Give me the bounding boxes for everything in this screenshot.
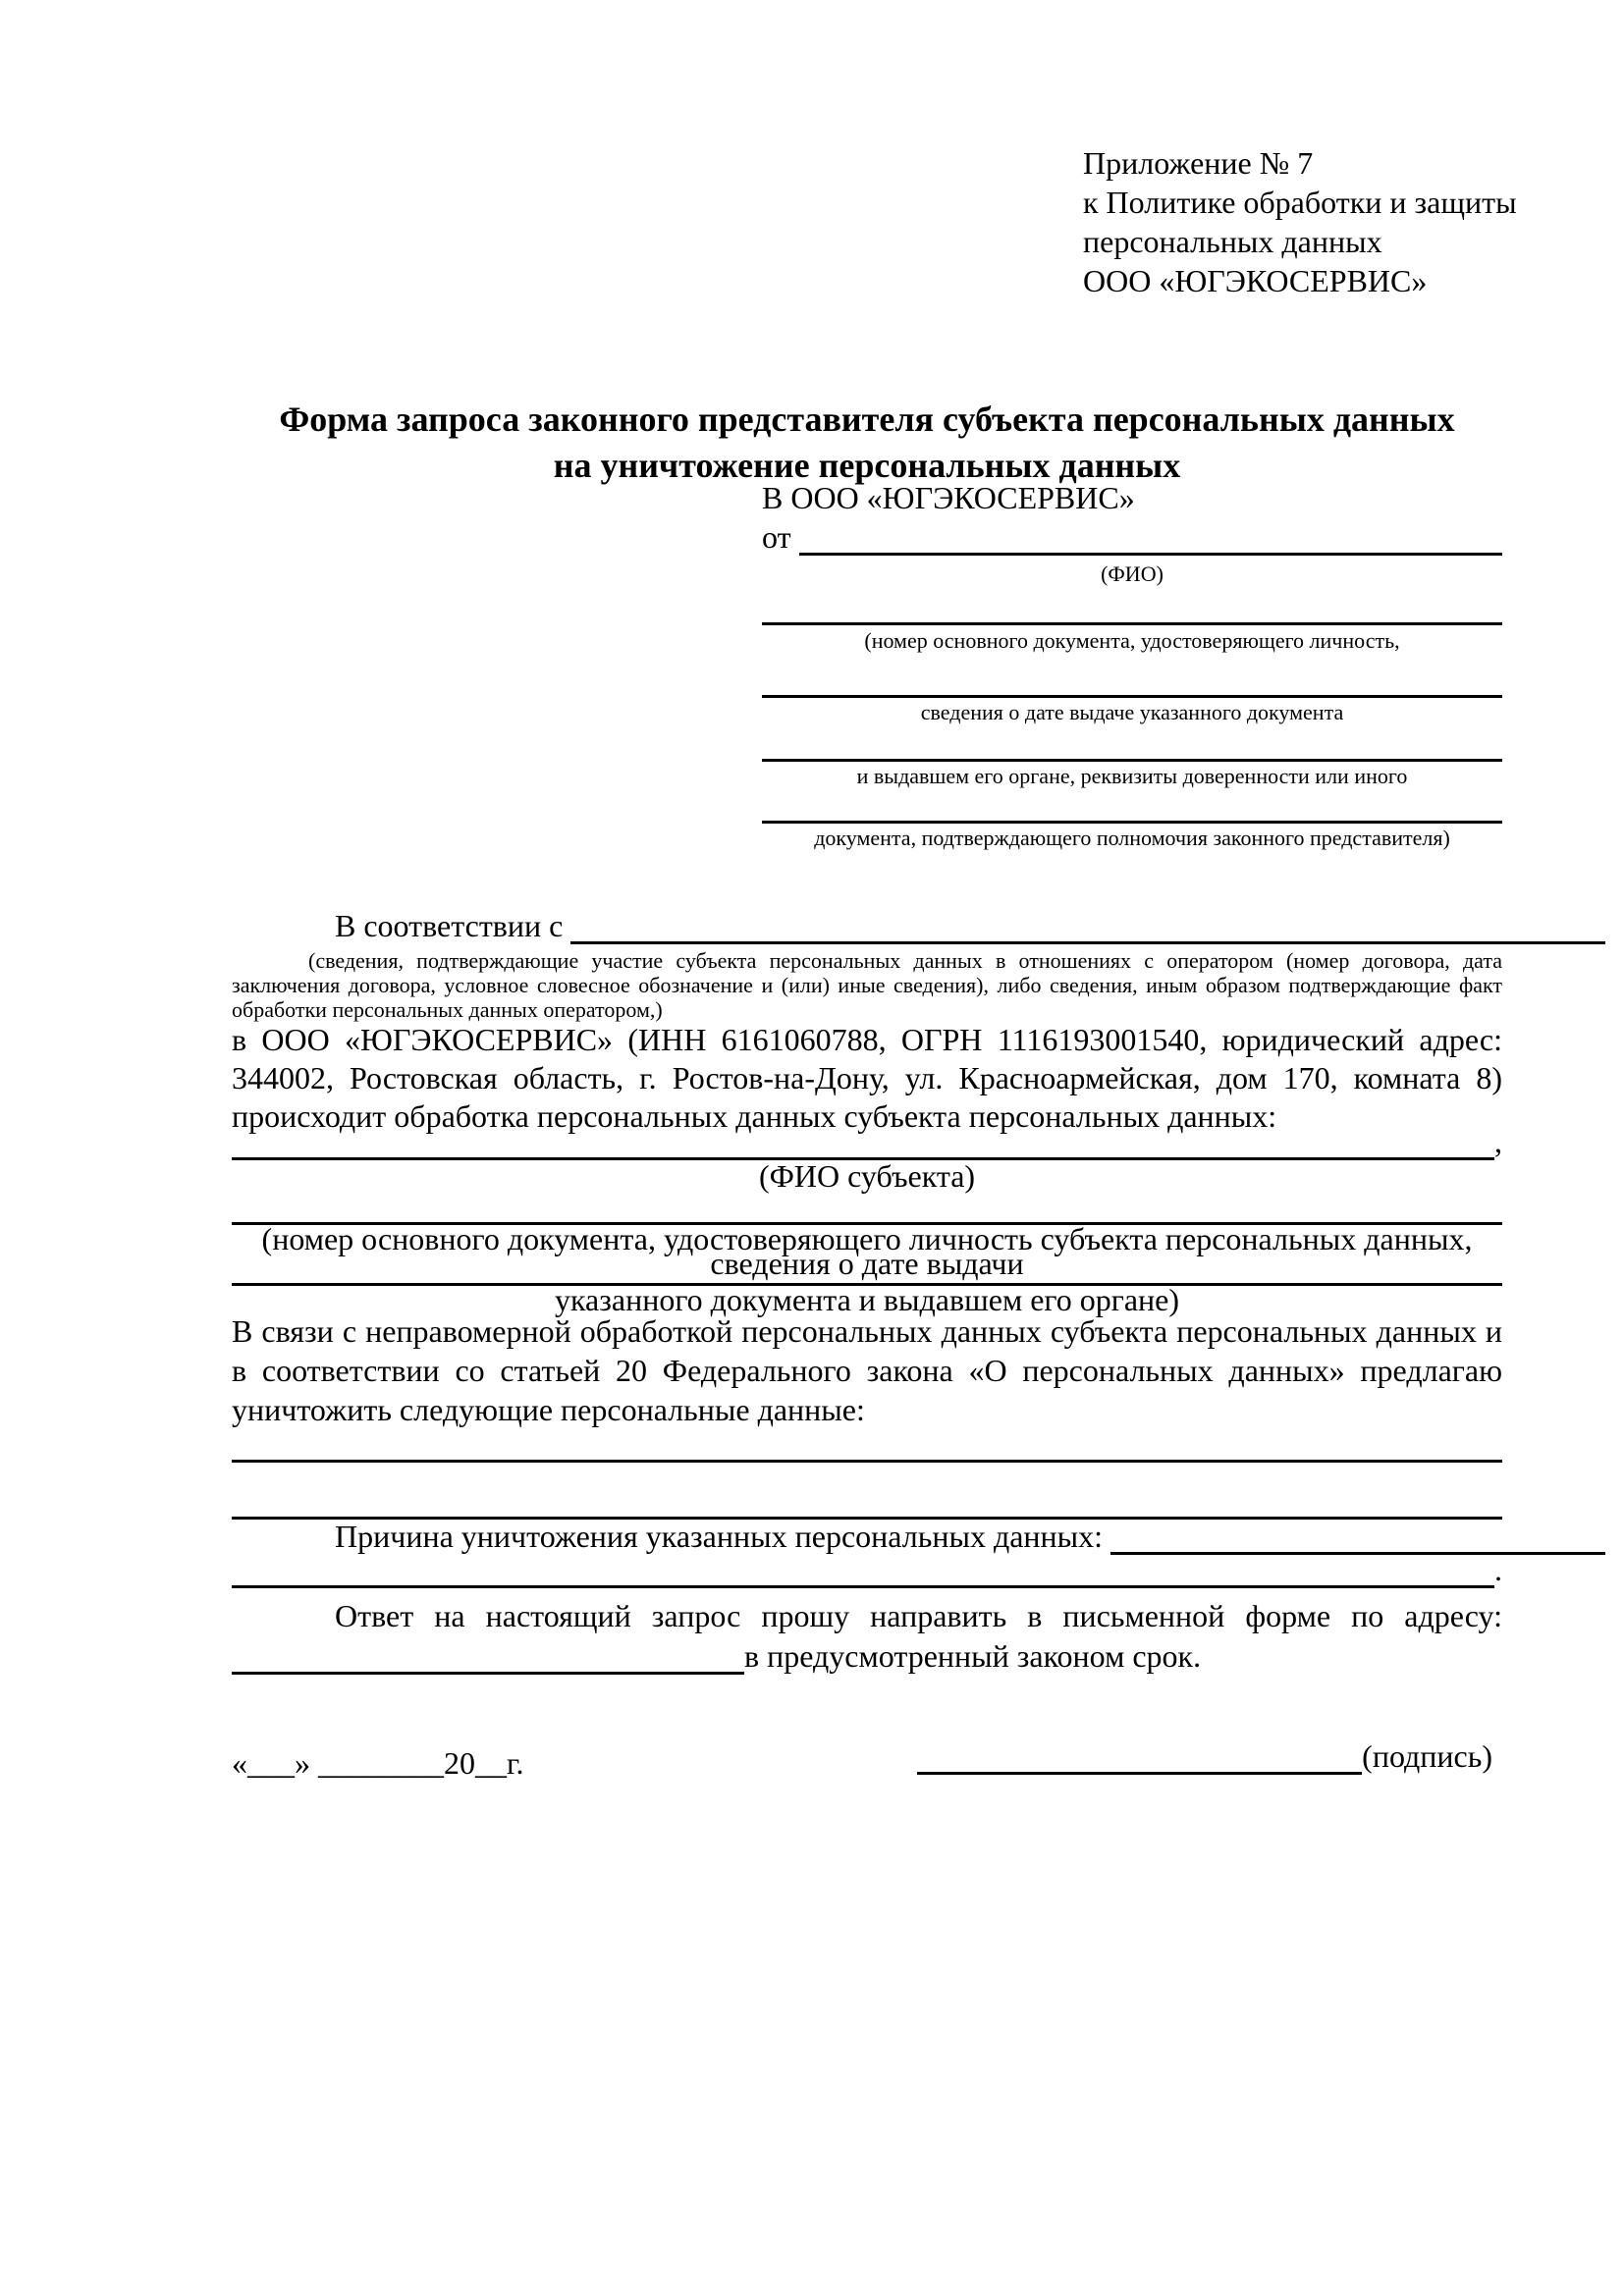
data-to-destroy-field-line [232,1429,1502,1463]
subject-fio-field-line [232,1129,1494,1160]
answer-address-field-line [232,1639,744,1675]
representative-doc-caption: (номер основного документа, удостоверяющего личность, [864,628,1400,653]
subject-fio-field-row [232,1124,1502,1160]
fio-caption: (ФИО) [1101,561,1164,586]
according-field-row [232,909,1605,944]
operator-paragraph: в ООО «ЮГЭКОСЕРВИС» (ИНН 6161060788, ОГРН 1116193001540, юридический адрес: 344002, Ростовская область, г. Ростов-на-Дону, ул. Красноармейская, дом 170, комната 8) происходит обработка персональных данных субъекта персональных данных: [232,1022,1502,1134]
subject-doc-field-line [232,1192,1502,1225]
representative-doc-field-line [762,663,1502,698]
answer-address-field-row [232,1639,1502,1675]
representative-doc-field-line [762,590,1502,625]
appendix-note [1083,143,1525,300]
appendix-note-line: к Политике обработки и защиты [1083,185,1517,220]
subject-fio-caption: (ФИО субъекта) [758,1158,976,1194]
according-caption: (сведения, подтверждающие участие субъекта персональных данных в отношениях с оператором (номер договора, дата заключения договора, условное словесное обозначение и (или) иные сведения), либо сведения, иным образом подтверждающие факт обработки персональных данных оператором,) [232,948,1502,1022]
answer-tail-text: в предусмотренный законом срок. [744,1638,1202,1674]
subject-doc-caption: указанного документа и выдавшем его органе) [554,1282,1180,1317]
subject-doc-field-line [232,1253,1502,1286]
form-title [232,397,1502,489]
according-field-line [570,909,1605,944]
data-to-destroy-field-line [232,1486,1502,1520]
answer-paragraph: Ответ на настоящий запрос прошу направить в письменной форме по адресу: [335,1598,1502,1633]
subject-doc-caption: (номер основного документа, удостоверяющего личность субъекта персональных данных, сведения о дате выдачи [261,1221,1473,1281]
trailing-comma: , [1494,1124,1502,1159]
form-title-line-2: на уничтожение персональных данных [553,446,1181,485]
representative-doc-field-line [762,788,1502,824]
signature-field-row [917,1739,1492,1775]
reason-field-line [232,1558,1494,1588]
representative-doc-field-line [762,726,1502,762]
from-label: от [762,519,799,555]
reason-field-line [1110,1522,1605,1555]
appendix-note-line: ООО «ЮГЭКОСЕРВИС» [1083,263,1428,298]
reason-field-row-continued [232,1552,1502,1588]
from-fio-field-line [799,520,1502,556]
trailing-period: . [1494,1552,1502,1587]
representative-doc-caption: документа, подтверждающего полномочия законного представителя) [814,826,1450,850]
reason-label: Причина уничтожения указанных персональных данных: [335,1519,1111,1554]
date-blank-line: «___» ________20__г. [232,1745,524,1781]
from-field-row [762,520,1502,556]
appendix-note-line: Приложение № 7 [1083,145,1314,181]
signature-field-line [917,1739,1362,1775]
request-paragraph: В связи с неправомерной обработкой персональных данных субъекта персональных данных и в соответствии со статьей 20 Федерального закона «О персональных данных» предлагаю уничтожить следующие персональные данные: [232,1313,1502,1427]
representative-doc-caption: и выдавшем его органе, реквизиты доверенности или иного [856,764,1408,788]
addressee-company: В ООО «ЮГЭКОСЕРВИС» [762,480,1135,515]
signature-caption: (подпись) [1362,1738,1492,1774]
appendix-note-line: персональных данных [1083,224,1382,259]
form-title-line-1: Форма запроса законного представителя субъекта персональных данных [279,400,1455,439]
reason-field-row [232,1519,1605,1555]
according-label: В соответствии с [335,908,571,943]
representative-doc-caption: сведения о дате выдаче указанного документа [920,700,1344,724]
